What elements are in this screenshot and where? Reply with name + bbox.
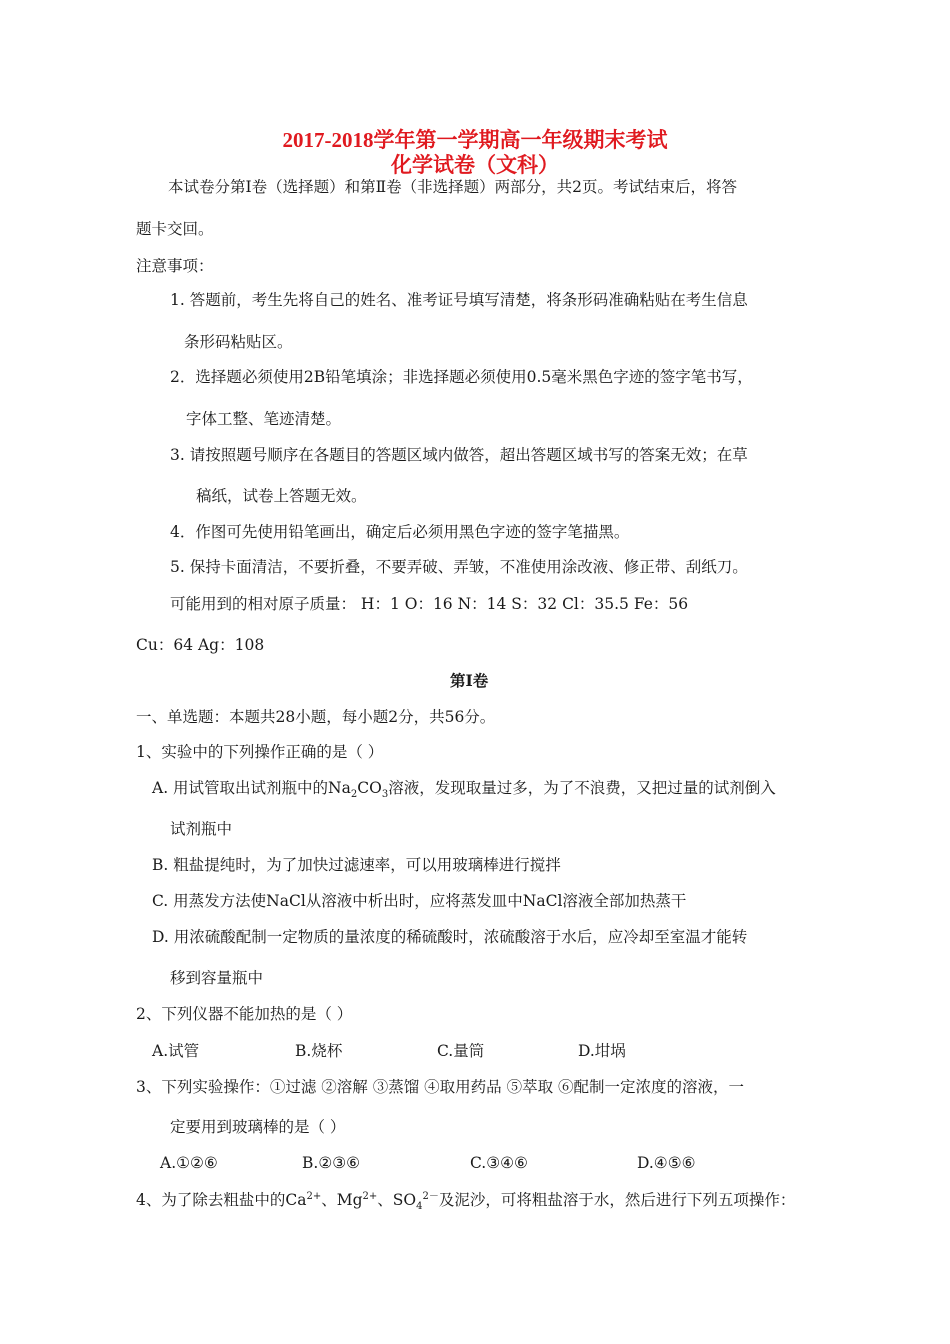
q1-option-d-cont: 移到容量瓶中 [170, 969, 264, 987]
q2-option-a: A.试管 [152, 1042, 200, 1060]
q3-stem: 3、下列实验操作：①过滤 ②溶解 ③蒸馏 ④取用药品 ⑤萃取 ⑥配制一定浓度的溶液，一 [136, 1078, 744, 1096]
q1-option-b: B. 粗盐提纯时，为了加快过滤速率，可以用玻璃棒进行搅拌 [152, 856, 561, 874]
q1-a-sub1: 2 [350, 789, 358, 801]
atomic-mass-line-1: 可能用到的相对原子质量： H：1 O：16 N：14 S：32 Cl：35.5 Fe：56 [170, 595, 689, 613]
note-item-3: 3. 请按照题号顺序在各题目的答题区域内做答，超出答题区域书写的答案无效；在草 [170, 446, 748, 464]
q2-option-b: B.烧杯 [295, 1042, 343, 1060]
q4-sup3: 2－ [422, 1190, 439, 1202]
q3-option-d: D.④⑤⑥ [637, 1154, 696, 1172]
q4-sub3: 4 [416, 1201, 423, 1213]
intro-line-1: 本试卷分第Ⅰ卷（选择题）和第Ⅱ卷（非选择题）两部分，共2页。考试结束后，将答 [168, 178, 738, 196]
q1-a-text: A. 用试管取出试剂瓶中的Na [152, 779, 351, 797]
q4-mid2: 、SO [377, 1191, 417, 1209]
atomic-mass-line-2: Cu：64 Ag：108 [136, 636, 265, 654]
notes-heading: 注意事项： [136, 257, 214, 275]
q3-stem-cont: 定要用到玻璃棒的是（ ） [170, 1118, 346, 1136]
q4-mid1: 、Mg [321, 1191, 363, 1209]
exam-title: 2017-2018学年第一学期高一年级期末考试 [282, 128, 668, 152]
q3-option-b: B.②③⑥ [302, 1154, 361, 1172]
q4-sup1: 2+ [306, 1190, 322, 1202]
note-item-4: 4．作图可先使用铅笔画出，确定后必须用黑色字迹的签字笔描黑。 [170, 523, 630, 541]
q2-option-d: D.坩埚 [578, 1042, 626, 1060]
q1-option-d: D. 用浓硫酸配制一定物质的量浓度的稀硫酸时，浓硫酸溶于水后，应冷却至室温才能转 [152, 928, 748, 946]
q1-a-post: 溶液，发现取量过多，为了不浪费，又把过量的试剂倒入 [388, 779, 776, 797]
section-title: 第Ⅰ卷 [450, 671, 489, 690]
q1-stem: 1、实验中的下列操作正确的是（ ） [136, 743, 384, 761]
q3-option-a: A.①②⑥ [160, 1154, 218, 1172]
q4-stem [136, 1190, 796, 1213]
note-item-2-cont: 字体工整、笔迹清楚。 [186, 410, 342, 428]
q1-a-mid: CO [357, 779, 382, 797]
q4-text: 4、为了除去粗盐中的Ca [136, 1191, 307, 1209]
note-item-2: 2．选择题必须使用2B铅笔填涂；非选择题必须使用0.5毫米黑色字迹的签字笔书写， [170, 368, 753, 386]
note-item-5: 5. 保持卡面清洁，不要折叠，不要弄破、弄皱，不准使用涂改液、修正带、刮纸刀。 [170, 558, 748, 576]
q1-a-sub2: 3 [381, 789, 389, 801]
q4-sup2: 2+ [362, 1190, 378, 1202]
note-item-3-cont: 稿纸，试卷上答题无效。 [196, 487, 367, 505]
q2-option-c: C.量筒 [437, 1042, 485, 1060]
q4-post: 及泥沙，可将粗盐溶于水，然后进行下列五项操作： [438, 1191, 796, 1209]
exam-subtitle: 化学试卷（文科） [391, 153, 559, 177]
q3-option-c: C.③④⑥ [470, 1154, 528, 1172]
q1-option-a-cont: 试剂瓶中 [170, 820, 233, 838]
note-item-1: 1. 答题前，考生先将自己的姓名、准考证号填写清楚，将条形码准确粘贴在考生信息 [170, 291, 748, 309]
q1-option-a [152, 778, 776, 801]
section-instruction: 一、单选题：本题共28小题，每小题2分，共56分。 [136, 708, 496, 726]
q2-stem: 2、下列仪器不能加热的是（ ） [136, 1005, 353, 1023]
intro-line-2: 题卡交回。 [136, 220, 214, 238]
note-item-1-cont: 条形码粘贴区。 [184, 333, 293, 351]
q1-option-c: C. 用蒸发方法使NaCl从溶液中析出时，应将蒸发皿中NaCl溶液全部加热蒸干 [152, 892, 687, 910]
